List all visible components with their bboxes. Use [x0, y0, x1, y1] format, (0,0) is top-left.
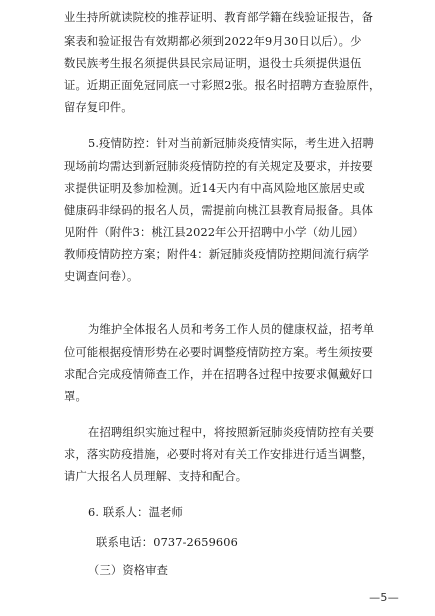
paragraph-1-line-5: 留存复印件。 [64, 101, 133, 114]
paragraph-4-line-1: 在招聘组织实施过程中，将按照新冠肺炎疫情防控有关要 [88, 426, 375, 439]
paragraph-2-line-3: 求提供证明及参加检测。近14天内有中高风险地区旅居史或 [64, 182, 365, 195]
paragraph-2-line-7: 史调查问卷）。 [64, 270, 139, 283]
paragraph-2-line-5: 见附件（附件3：桃江县2022年公开招聘中小学（幼儿园） [64, 226, 364, 239]
paragraph-1-line-1: 业生持所就读院校的推荐证明、教育部学籍在线验证报告，备 [64, 11, 374, 24]
paragraph-3-line-3: 求配合完成疫情筛查工作，并在招聘各过程中按要求佩戴好口 [64, 368, 374, 381]
paragraph-2-line-4: 健康码非绿码的报名人员，需提前向桃江县教育局报备。具体 [64, 204, 374, 217]
paragraph-4-line-2: 求，落实防疫措施，必要时将对有关工作安排进行适当调整， [64, 448, 374, 461]
section-heading: （三）资格审查 [88, 564, 169, 577]
paragraph-3-line-2: 位可能根据疫情形势在必要时调整疫情防控方案。考生须按要 [64, 346, 374, 359]
paragraph-1-line-3: 数民族考生报名须提供县民宗局证明，退役士兵须提供退伍 [64, 57, 362, 70]
paragraph-2-line-1: 5.疫情防控：针对当前新冠肺炎疫情实际，考生进入招聘 [88, 137, 374, 150]
paragraph-2-line-2: 现场前均需达到新冠肺炎疫情防控的有关规定及要求，并按要 [64, 160, 374, 173]
contact-heading: 6. 联系人：温老师 [88, 506, 183, 519]
page-number: —5— [369, 591, 399, 604]
paragraph-1-line-4: 证。近期正面免冠同底一寸彩照2张。报名时招聘方查验原件， [64, 79, 381, 92]
contact-phone: 联系电话：0737-2659606 [96, 536, 238, 549]
paragraph-4-line-3: 请广大报名人员理解、支持和配合。 [64, 470, 248, 483]
paragraph-2-line-6: 教师疫情防控方案；附件4：新冠肺炎疫情防控期间流行病学 [64, 248, 369, 261]
paragraph-3-line-4: 罩。 [64, 390, 87, 403]
paragraph-3-line-1: 为维护全体报名人员和考务工作人员的健康权益，招考单 [88, 323, 375, 336]
paragraph-1-line-2: 案表和验证报告有效期都必须到2022年9月30日以后）。少 [64, 35, 362, 48]
